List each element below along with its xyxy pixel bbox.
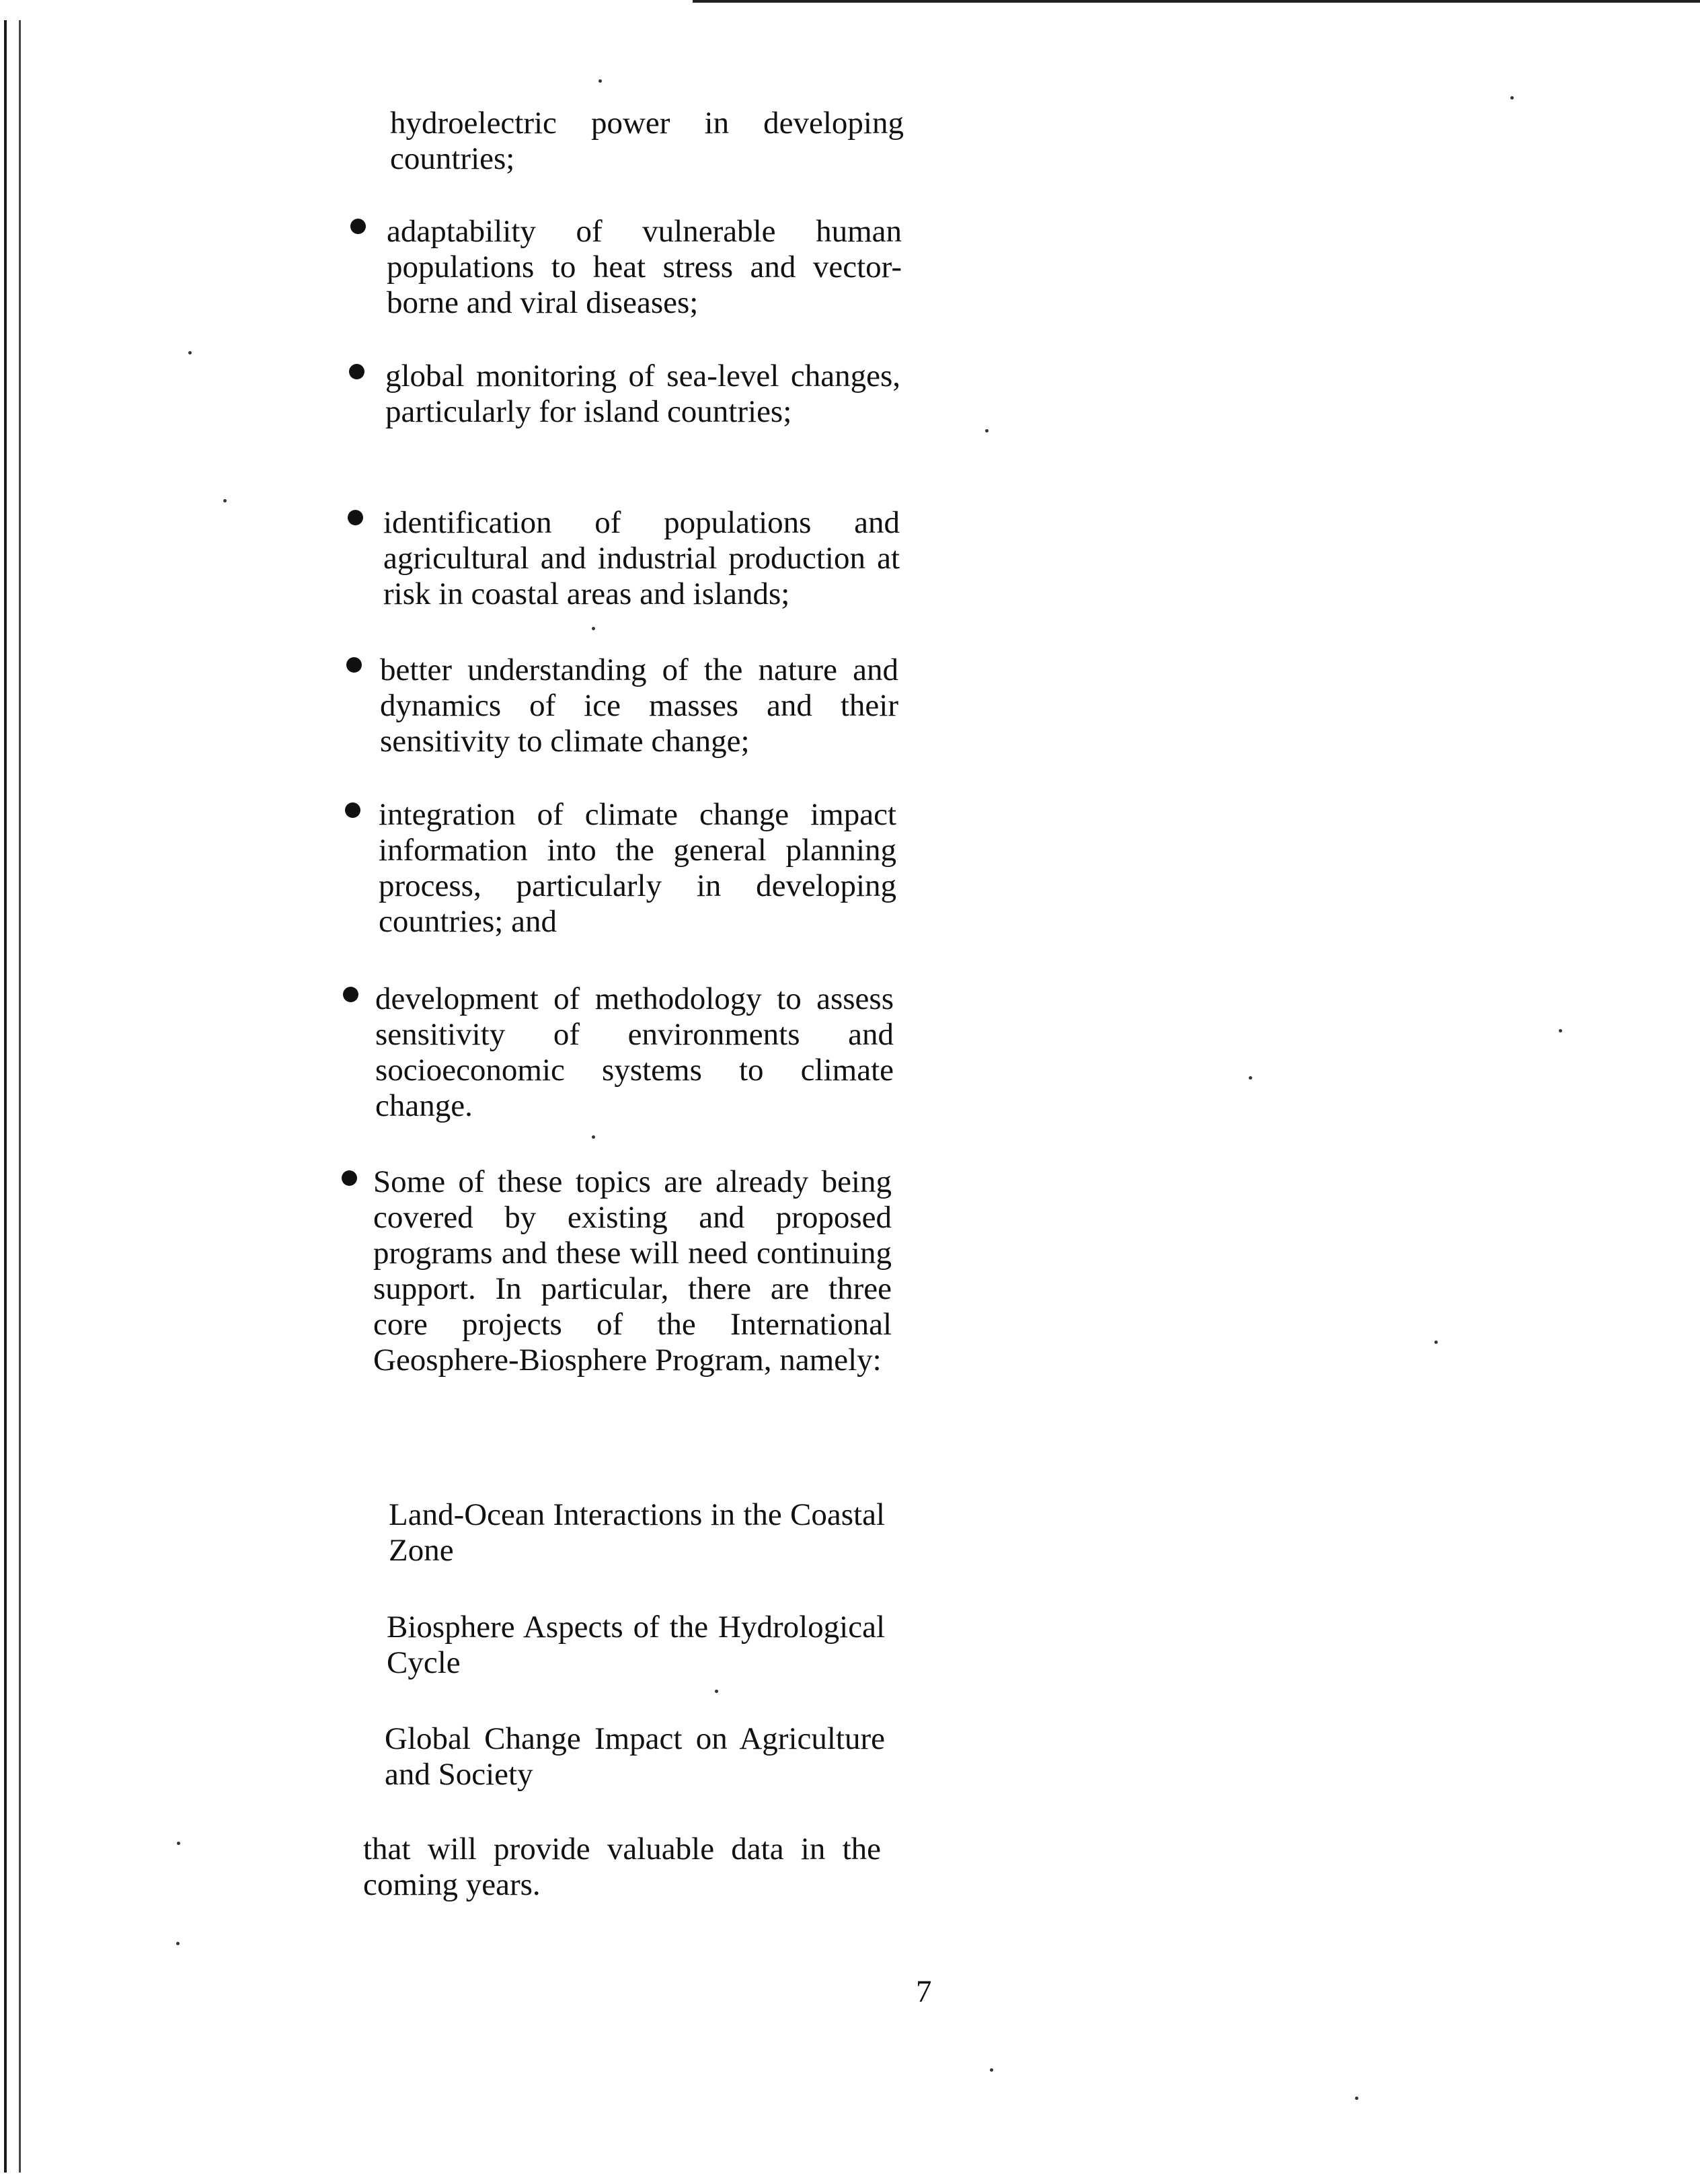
bullet-item: better understanding of the nature and dynamics of ice masses and their sensitivity to climate change; <box>380 652 898 759</box>
bullet-dot <box>342 1170 357 1186</box>
bullet-dot <box>348 510 363 525</box>
bullet-item: global monitoring of sea-level changes, particularly for island countries; <box>385 359 900 429</box>
bullet-dot <box>349 364 364 379</box>
bullet-item: Some of these topics are already being covered by existing and proposed programs and these will need continuing support. In particular, there are three core projects of the International Geosphere-Biosphere Program, namely: <box>373 1164 892 1378</box>
closing-text: that will provide valuable data in the coming years. <box>363 1832 881 1902</box>
bullet-item: adaptability of vulnerable human populations to heat stress and vector-borne and viral diseases; <box>387 214 902 320</box>
bullet-dot <box>346 657 362 673</box>
core-project-item: Global Change Impact on Agriculture and Society <box>385 1721 885 1792</box>
bullet-dot <box>345 802 360 818</box>
intro-fragment: hydroelectric power in developing countries; <box>390 106 904 176</box>
bullet-item: development of methodology to assess sensitivity of environments and socioeconomic systems to climate change. <box>375 981 894 1123</box>
page-number: 7 <box>916 1974 932 2009</box>
bullet-item: integration of climate change impact information into the general planning process, particularly in developing countries; and <box>379 797 896 939</box>
bullet-item: identification of populations and agricultural and industrial production at risk in coastal areas and islands; <box>383 505 900 611</box>
bullet-dot <box>350 219 366 234</box>
bullet-dot <box>343 987 358 1002</box>
core-project-item: Biosphere Aspects of the Hydrological Cycle <box>387 1610 885 1680</box>
core-project-item: Land-Ocean Interactions in the Coastal Zone <box>389 1497 885 1568</box>
